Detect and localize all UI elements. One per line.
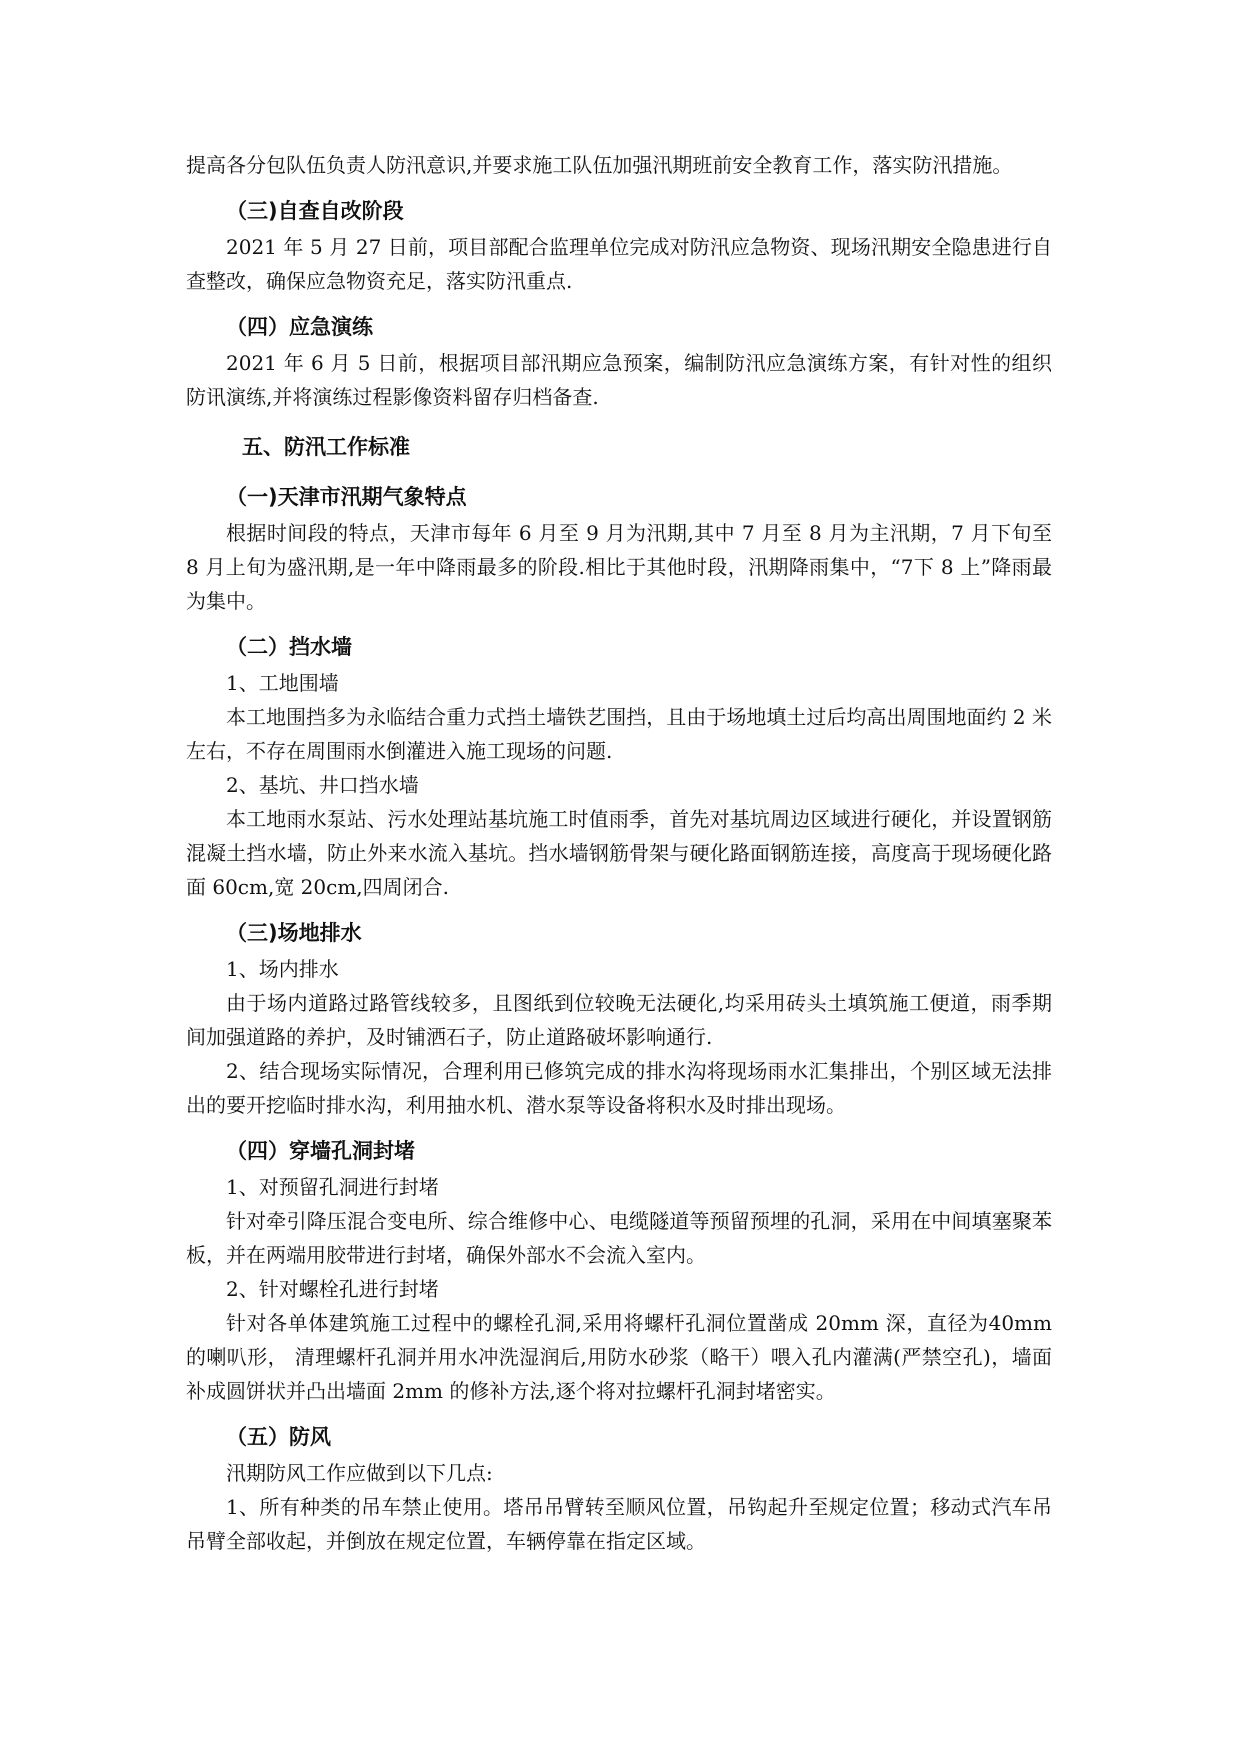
document-page — [186, 148, 1052, 1558]
paragraph: 针对牵引降压混合变电所、综合维修中心、电缆隧道等预留预埋的孔洞，采用在中间填塞聚苯板，并在两端用胶带进行封堵，确保外部水不会流入室内。 — [186, 1209, 1052, 1267]
section-heading: 五、防汛工作标准 — [242, 435, 410, 459]
paragraph: 根据时间段的特点，天津市每年 6 月至 9 月为汛期,其中 7 月至 8 月为主汛期，7 月下旬至 8 月上旬为盛汛期,是一年中降雨最多的阶段.相比于其他时段，汛期降雨集中，“7下 8 上”降雨最为集中。 — [186, 521, 1052, 613]
subsection-heading: （五）防风 — [226, 1425, 331, 1449]
paragraph: 2、结合现场实际情况，合理利用已修筑完成的排水沟将现场雨水汇集排出，个别区域无法排出的要开挖临时排水沟，利用抽水机、潜水泵等设备将积水及时排出现场。 — [186, 1059, 1052, 1117]
subsection-heading: （四）穿墙孔洞封堵 — [226, 1139, 415, 1163]
list-item-heading: 1、对预留孔洞进行封堵 — [226, 1175, 439, 1199]
paragraph: 提高各分包队伍负责人防汛意识,并要求施工队伍加强汛期班前安全教育工作，落实防汛措施。 — [186, 153, 1013, 177]
paragraph: 本工地雨水泵站、污水处理站基坑施工时值雨季，首先对基坑周边区域进行硬化，并设置钢筋混凝土挡水墙，防止外来水流入基坑。挡水墙钢筋骨架与硬化路面钢筋连接，高度高于现场硬化路面 60cm,宽 20cm,四周闭合. — [186, 807, 1052, 899]
subsection-heading: （三)场地排水 — [226, 921, 362, 945]
list-item-heading: 1、场内排水 — [226, 957, 339, 981]
subsection-heading: （三)自查自改阶段 — [226, 199, 404, 223]
list-item-heading: 2、针对螺栓孔进行封堵 — [226, 1277, 439, 1301]
paragraph: 1、所有种类的吊车禁止使用。塔吊吊臂转至顺风位置，吊钩起升至规定位置；移动式汽车吊吊臂全部收起，并倒放在规定位置，车辆停靠在指定区域。 — [186, 1495, 1052, 1553]
subsection-heading: （四）应急演练 — [226, 315, 373, 339]
subsection-heading: （二）挡水墙 — [226, 635, 352, 659]
subsection-heading: （一)天津市汛期气象特点 — [226, 485, 467, 509]
paragraph: 由于场内道路过路管线较多，且图纸到位较晚无法硬化,均采用砖头土填筑施工便道，雨季期间加强道路的养护，及时铺洒石子，防止道路破坏影响通行. — [186, 991, 1052, 1049]
list-item-heading: 1、工地围墙 — [226, 671, 339, 695]
paragraph: 2021 年 5 月 27 日前，项目部配合监理单位完成对防汛应急物资、现场汛期安全隐患进行自查整改，确保应急物资充足，落实防汛重点. — [186, 235, 1052, 293]
list-item-heading: 2、基坑、井口挡水墙 — [226, 773, 419, 797]
paragraph: 本工地围挡多为永临结合重力式挡土墙铁艺围挡，且由于场地填土过后均高出周围地面约 2 米左右，不存在周围雨水倒灌进入施工现场的问题. — [186, 705, 1052, 763]
paragraph: 汛期防风工作应做到以下几点: — [226, 1461, 493, 1485]
paragraph: 2021 年 6 月 5 日前，根据项目部汛期应急预案，编制防汛应急演练方案，有针对性的组织防讯演练,并将演练过程影像资料留存归档备查. — [186, 351, 1052, 409]
paragraph: 针对各单体建筑施工过程中的螺栓孔洞,采用将螺杆孔洞位置凿成 20mm 深，直径为40mm 的喇叭形， 清理螺杆孔洞并用水冲洗湿润后,用防水砂浆（略干）喂入孔内灌满(严禁空孔)，墙面补成圆饼状并凸出墙面 2mm 的修补方法,逐个将对拉螺杆孔洞封堵密实。 — [186, 1311, 1052, 1403]
